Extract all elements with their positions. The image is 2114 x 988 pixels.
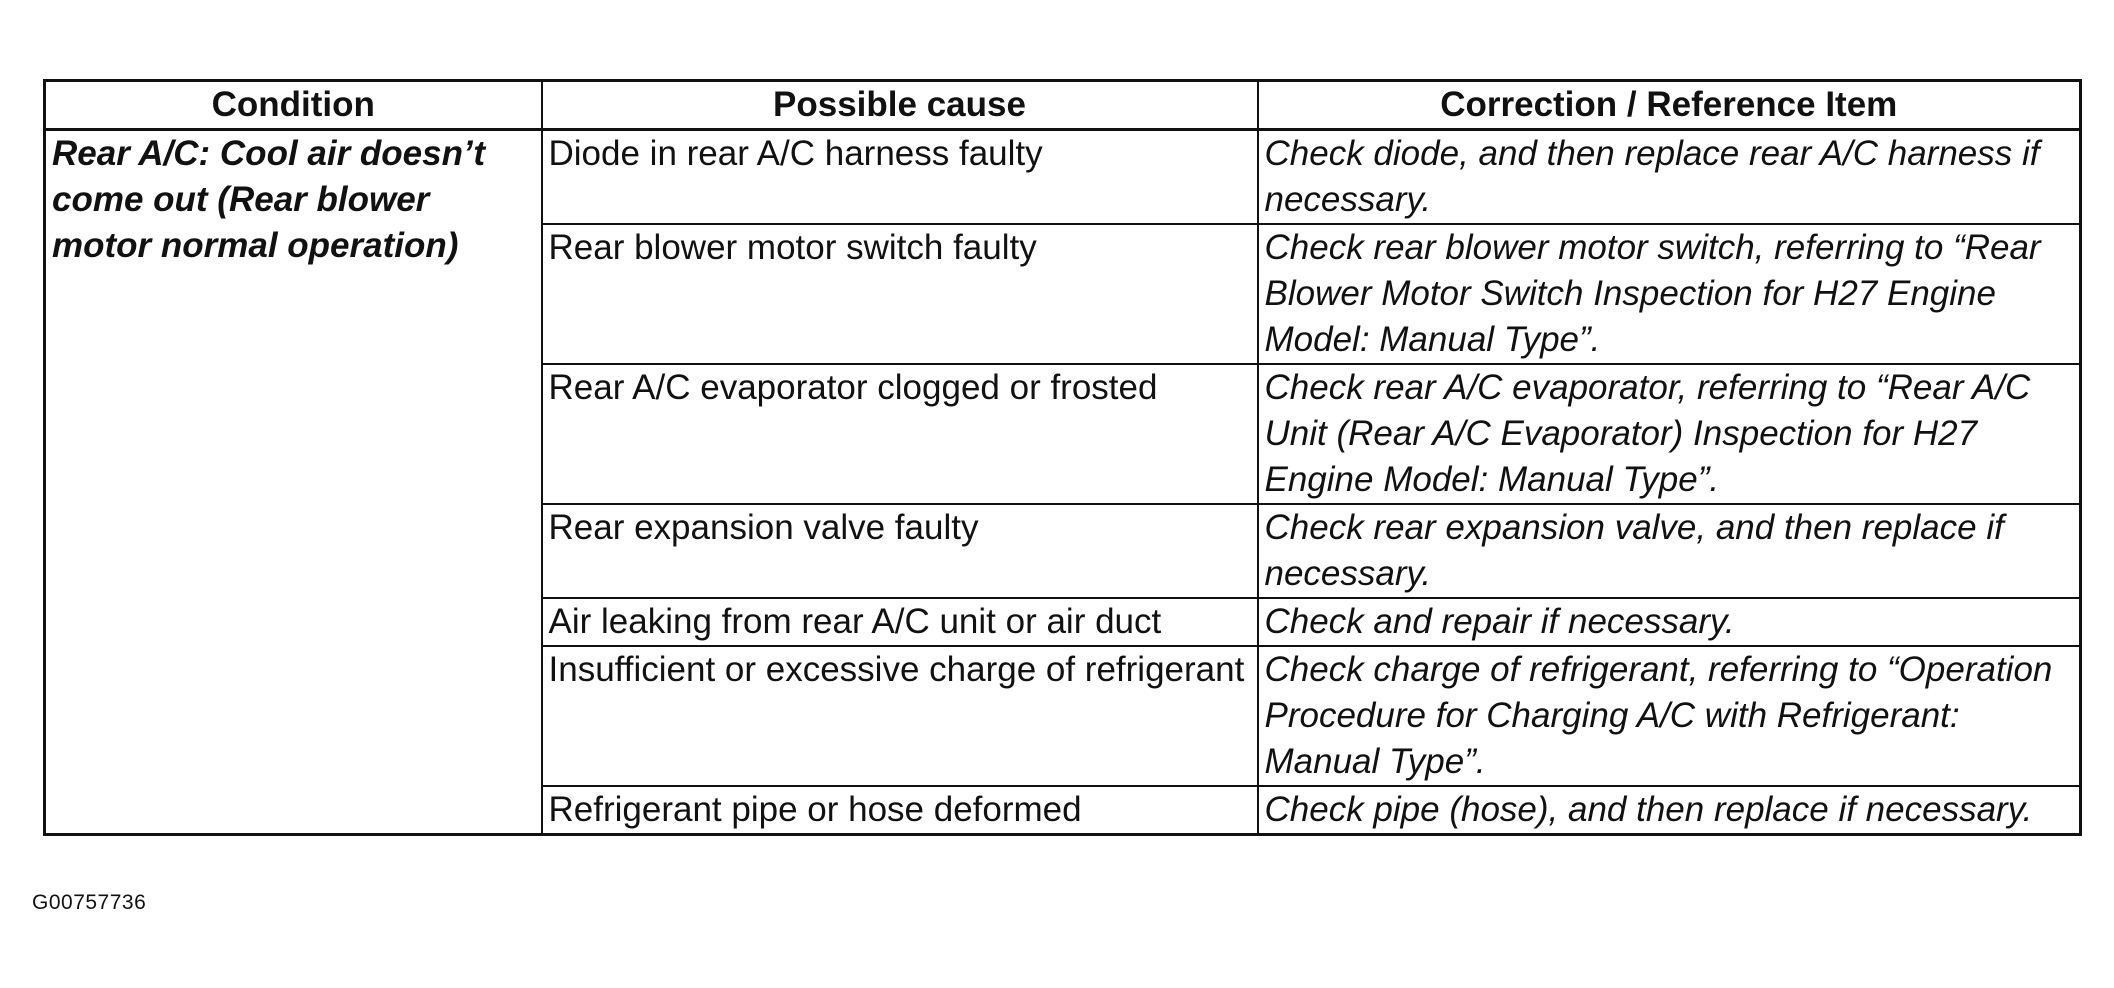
troubleshooting-table — [43, 79, 2082, 836]
header-correction: Correction / Reference Item — [1258, 81, 2081, 130]
header-condition: Condition — [45, 81, 542, 130]
cause-cell: Insufficient or excessive charge of refrigerant — [542, 646, 1258, 786]
cause-cell: Diode in rear A/C harness faulty — [542, 130, 1258, 225]
header-possible-cause: Possible cause — [542, 81, 1258, 130]
cause-cell: Air leaking from rear A/C unit or air duct — [542, 598, 1258, 646]
correction-cell: Check diode, and then replace rear A/C harness if necessary. — [1258, 130, 2081, 225]
correction-cell: Check charge of refrigerant, referring to “Operation Procedure for Charging A/C with Refrigerant: Manual Type”. — [1258, 646, 2081, 786]
cause-cell: Rear blower motor switch faulty — [542, 224, 1258, 364]
table-header-row — [45, 81, 2081, 130]
correction-cell: Check rear A/C evaporator, referring to “Rear A/C Unit (Rear A/C Evaporator) Inspection for H27 Engine Model: Manual Type”. — [1258, 364, 2081, 504]
correction-cell: Check rear expansion valve, and then replace if necessary. — [1258, 504, 2081, 598]
cause-cell: Refrigerant pipe or hose deformed — [542, 786, 1258, 835]
figure-id: G00757736 — [32, 891, 147, 914]
correction-cell: Check pipe (hose), and then replace if necessary. — [1258, 786, 2081, 835]
condition-cell: Rear A/C: Cool air doesn’t come out (Rear blower motor normal operation) — [45, 130, 542, 835]
cause-cell: Rear expansion valve faulty — [542, 504, 1258, 598]
correction-cell: Check rear blower motor switch, referring to “Rear Blower Motor Switch Inspection for H27 Engine Model: Manual Type”. — [1258, 224, 2081, 364]
cause-cell: Rear A/C evaporator clogged or frosted — [542, 364, 1258, 504]
correction-cell: Check and repair if necessary. — [1258, 598, 2081, 646]
table-row — [45, 130, 2081, 225]
